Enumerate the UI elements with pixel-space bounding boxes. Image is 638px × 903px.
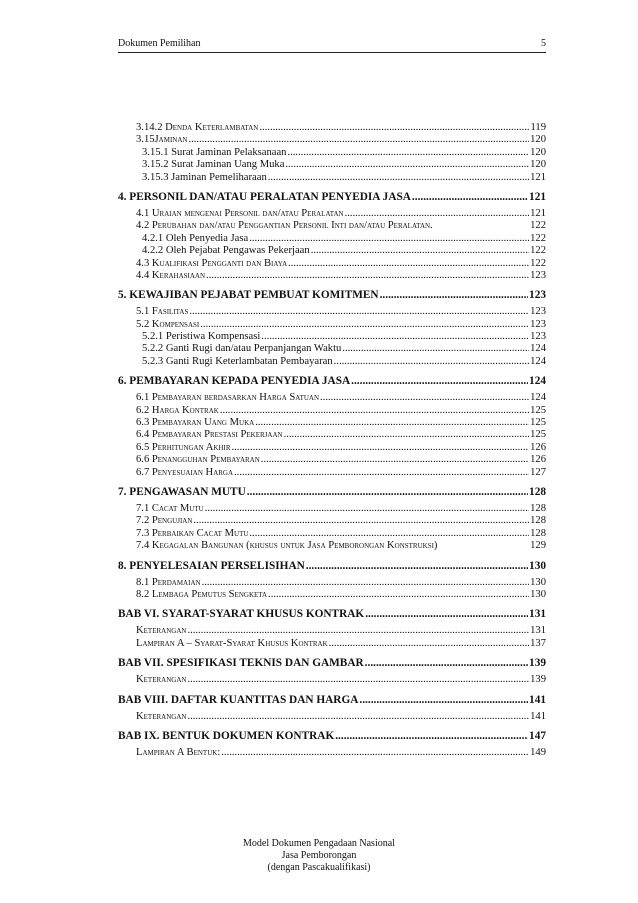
toc-dot-leader <box>268 172 529 184</box>
toc-entry-label: BAB IX. BENTUK DOKUMEN KONTRAK <box>118 729 335 742</box>
toc-entry-label: 4.4 Kerahasiaan <box>136 269 206 281</box>
toc-entry-label: 6.5 Perhitungan Akhir <box>136 441 231 453</box>
toc-dot-leader <box>335 729 528 744</box>
toc-dot-leader <box>311 245 529 257</box>
toc-entry-page: 122 <box>530 257 546 269</box>
toc-entry[interactable] <box>118 747 546 759</box>
toc-entry-page: 122 <box>530 220 546 232</box>
toc-entry-label: 5.2 Kompensasi <box>136 318 200 330</box>
toc-entry-label: 3.15.3 Jaminan Pemeliharaan <box>142 171 267 183</box>
toc-entry-page: 139 <box>529 657 546 670</box>
toc-entry[interactable] <box>118 429 546 441</box>
toc-entry-label: 7.3 Perbaikan Cacat Mutu <box>136 527 249 539</box>
toc-dot-leader <box>365 607 528 622</box>
toc-entry-page: 137 <box>530 637 546 649</box>
toc-section-entry[interactable] <box>118 693 546 708</box>
toc-entry-page: 124 <box>530 343 546 355</box>
toc-dot-leader <box>189 306 529 318</box>
toc-dot-leader <box>285 159 529 171</box>
footer-line-1: Model Dokumen Pengadaan Nasional <box>243 838 395 849</box>
toc-entry-page: 147 <box>529 729 546 742</box>
toc-entry-label: Keterangan <box>136 625 187 637</box>
document-title: Dokumen Pemilihan <box>118 38 201 49</box>
toc-entry[interactable] <box>118 208 546 220</box>
toc-entry-label: 6.6 Penangguhan Pembayaran <box>136 454 260 466</box>
toc-entry-label: BAB VI. SYARAT-SYARAT KHUSUS KONTRAK <box>118 608 365 621</box>
toc-entry[interactable] <box>118 674 546 686</box>
toc-entry-page: 130 <box>529 559 546 572</box>
toc-entry[interactable] <box>118 417 546 429</box>
toc-entry[interactable] <box>118 405 546 417</box>
toc-dot-leader <box>288 258 529 270</box>
toc-entry-label: Keterangan <box>136 674 187 686</box>
toc-dot-leader <box>268 589 529 601</box>
toc-dot-leader <box>412 190 528 205</box>
toc-dot-leader <box>187 625 529 637</box>
toc-entry-page: 128 <box>529 485 546 498</box>
toc-entry-page: 141 <box>530 710 546 722</box>
toc-dot-leader <box>329 638 529 650</box>
toc-entry-page: 128 <box>530 515 546 527</box>
toc-entry-label: 8. PENYELESAIAN PERSELISIHAN <box>118 559 305 572</box>
toc-entry-page: 121 <box>530 171 546 183</box>
toc-entry-page: 119 <box>530 122 546 133</box>
toc-entry-page: 129 <box>530 540 546 552</box>
toc-entry-label: 4.2.1 Oleh Penyedia Jasa <box>142 232 249 244</box>
toc-dot-leader <box>202 577 530 589</box>
toc-entry-page: 127 <box>530 466 546 478</box>
toc-entry-label: 5.2.2 Ganti Rugi dan/atau Perpanjangan Waktu <box>142 343 342 355</box>
toc-entry[interactable] <box>118 258 546 270</box>
toc-entry-label: 6.2 Harga Kontrak <box>136 404 219 416</box>
toc-entry[interactable] <box>118 638 546 650</box>
toc-entry-label: 5.2.3 Ganti Rugi Keterlambatan Pembayaran <box>142 355 333 367</box>
page-header <box>118 37 546 53</box>
toc-section-entry[interactable] <box>118 374 546 389</box>
toc-dot-leader <box>247 485 528 500</box>
toc-entry[interactable] <box>118 356 546 368</box>
toc-entry-page: 121 <box>530 207 546 219</box>
toc-dot-leader <box>249 233 529 245</box>
table-of-contents <box>118 122 546 759</box>
toc-dot-leader <box>259 122 529 134</box>
toc-entry[interactable] <box>118 589 546 601</box>
toc-entry-label: 3.15Jaminan <box>136 134 188 146</box>
toc-dot-leader <box>306 559 528 574</box>
toc-entry-page: 120 <box>530 159 546 171</box>
toc-dot-leader <box>287 147 529 159</box>
toc-entry[interactable] <box>118 147 546 159</box>
toc-entry-page: 120 <box>530 134 546 146</box>
toc-entry-label: 6.7 Penyesuaian Harga <box>136 466 234 478</box>
page-footer <box>0 838 638 874</box>
toc-entry-page: 125 <box>530 404 546 416</box>
toc-section-entry[interactable] <box>118 729 546 744</box>
toc-entry-label: 6. PEMBAYARAN KEPADA PENYEDIA JASA <box>118 375 351 388</box>
toc-entry-page: 149 <box>530 746 546 758</box>
toc-entry-label: Keterangan <box>136 710 187 722</box>
toc-entry[interactable] <box>118 577 546 589</box>
toc-entry-page: 130 <box>530 576 546 588</box>
toc-entry-label: Lampiran A – Syarat-Syarat Khusus Kontrak <box>136 637 328 649</box>
toc-entry[interactable] <box>118 172 546 184</box>
toc-entry-label: 7.2 Pengujian <box>136 515 193 527</box>
toc-entry[interactable] <box>118 233 546 245</box>
toc-entry[interactable] <box>118 392 546 404</box>
toc-entry[interactable] <box>118 515 546 527</box>
toc-entry-page: 131 <box>529 608 546 621</box>
toc-dot-leader <box>187 674 529 686</box>
toc-entry-label: 5.2.1 Peristiwa Kompensasi <box>142 331 261 343</box>
toc-entry-label: 5. KEWAJIBAN PEJABAT PEMBUAT KOMITMEN <box>118 289 379 302</box>
toc-entry-page: 121 <box>529 190 546 203</box>
toc-dot-leader <box>320 392 529 404</box>
toc-section-entry[interactable] <box>118 559 546 574</box>
toc-entry-page: 125 <box>530 417 546 429</box>
toc-section-entry[interactable] <box>118 190 546 205</box>
toc-entry[interactable] <box>118 503 546 515</box>
toc-section-entry[interactable] <box>118 485 546 500</box>
toc-entry-page: 123 <box>530 306 546 318</box>
toc-entry-page: 128 <box>530 502 546 514</box>
toc-entry[interactable] <box>118 245 546 257</box>
toc-dot-leader <box>284 429 530 441</box>
toc-dot-leader <box>205 503 529 515</box>
toc-dot-leader <box>334 356 529 368</box>
toc-dot-leader <box>261 331 529 343</box>
toc-dot-leader <box>234 467 529 479</box>
toc-dot-leader <box>187 711 529 723</box>
toc-entry-page: 124 <box>529 375 546 388</box>
toc-dot-leader <box>380 288 528 303</box>
toc-entry-page: 130 <box>530 588 546 600</box>
toc-entry-label: 7. PENGAWASAN MUTU <box>118 485 246 498</box>
toc-entry-label: 4.1 Uraian mengenai Personil dan/atau Peralatan <box>136 207 344 219</box>
toc-entry-page: 120 <box>530 146 546 158</box>
page-number: 5 <box>541 38 546 49</box>
toc-entry-page: 126 <box>530 441 546 453</box>
toc-entry-page: 128 <box>530 527 546 539</box>
toc-dot-leader <box>359 693 528 708</box>
toc-entry-page: 141 <box>529 693 546 706</box>
toc-entry-page: 122 <box>530 245 546 257</box>
toc-dot-leader <box>342 343 529 355</box>
toc-entry-page: 139 <box>530 674 546 686</box>
toc-section-entry[interactable] <box>118 288 546 303</box>
toc-dot-leader <box>249 528 529 540</box>
toc-entry-page: 124 <box>530 355 546 367</box>
toc-entry-label: 3.15.2 Surat Jaminan Uang Muka <box>142 159 285 171</box>
toc-entry-page: 123 <box>530 331 546 343</box>
toc-dot-leader <box>232 442 530 454</box>
toc-entry-label: BAB VIII. DAFTAR KUANTITAS DAN HARGA <box>118 693 359 706</box>
toc-section-entry[interactable] <box>118 607 546 622</box>
toc-entry-label: 6.3 Pembayaran Uang Muka <box>136 417 255 429</box>
toc-entry-page: 124 <box>530 392 546 404</box>
toc-entry-label: 3.15.1 Surat Jaminan Pelaksanaan <box>142 146 287 158</box>
toc-dot-leader <box>206 270 529 282</box>
toc-dot-leader <box>261 454 529 466</box>
toc-entry-label: 4.2 Perubahan dan/atau Penggantian Personil Inti dan/atau Peralatan. <box>136 220 433 232</box>
toc-entry-label: 7.1 Cacat Mutu <box>136 502 204 514</box>
toc-dot-leader <box>193 515 529 527</box>
toc-dot-leader <box>351 374 528 389</box>
toc-entry[interactable] <box>118 528 546 540</box>
toc-entry[interactable] <box>118 331 546 343</box>
toc-entry-label: 6.4 Pembayaran Prestasi Pekerjaan <box>136 429 283 441</box>
toc-entry[interactable] <box>118 343 546 355</box>
toc-entry-label: 7.4 Kegagalan Bangunan (khusus untuk Jasa Pemborongan Konstruksi) <box>136 540 438 552</box>
footer-line-2: Jasa Pemborongan <box>281 850 357 861</box>
toc-entry-page: 123 <box>530 269 546 281</box>
toc-entry[interactable] <box>118 270 546 282</box>
toc-entry-label: 8.2 Lembaga Pemutus Sengketa <box>136 588 268 600</box>
toc-dot-leader <box>255 417 529 429</box>
toc-entry-label: 4. PERSONIL DAN/ATAU PERALATAN PENYEDIA JASA <box>118 190 411 203</box>
toc-entry[interactable] <box>118 625 546 637</box>
toc-entry-label: 4.3 Kualifikasi Pengganti dan Biaya <box>136 257 288 269</box>
toc-entry[interactable] <box>118 319 546 331</box>
toc-entry-page: 123 <box>530 318 546 330</box>
toc-section-entry[interactable] <box>118 656 546 671</box>
toc-entry-page: 123 <box>529 289 546 302</box>
toc-entry[interactable] <box>118 711 546 723</box>
toc-dot-leader <box>365 656 528 671</box>
toc-entry-label: 5.1 Fasilitas <box>136 306 189 318</box>
toc-dot-leader <box>200 319 529 331</box>
toc-dot-leader <box>188 134 529 146</box>
toc-entry[interactable] <box>118 454 546 466</box>
toc-entry-page: 122 <box>530 232 546 244</box>
toc-entry[interactable] <box>118 159 546 171</box>
toc-entry-label: Lampiran A Bentuk: <box>136 746 221 758</box>
footer-line-3: (dengan Pascakualifikasi) <box>267 862 371 873</box>
toc-entry-label: 4.2.2 Oleh Pejabat Pengawas Pekerjaan <box>142 245 310 257</box>
toc-entry-label: 8.1 Perdamaian <box>136 576 201 588</box>
toc-entry[interactable] <box>118 467 546 479</box>
toc-entry[interactable] <box>118 306 546 318</box>
toc-dot-leader <box>345 208 530 220</box>
toc-entry-label: 3.14.2 Denda Keterlambatan <box>136 122 259 133</box>
toc-entry[interactable] <box>118 122 546 134</box>
toc-dot-leader <box>220 405 529 417</box>
toc-entry[interactable] <box>118 134 546 146</box>
toc-entry-page: 126 <box>530 454 546 466</box>
toc-entry-label: BAB VII. SPESIFIKASI TEKNIS DAN GAMBAR <box>118 657 364 670</box>
toc-dot-leader <box>221 747 529 759</box>
toc-entry-page: 125 <box>530 429 546 441</box>
toc-entry[interactable] <box>118 442 546 454</box>
toc-entry-page: 131 <box>530 625 546 637</box>
toc-entry[interactable] <box>118 540 546 552</box>
toc-entry[interactable] <box>118 220 546 232</box>
toc-entry-label: 6.1 Pembayaran berdasarkan Harga Satuan <box>136 392 320 404</box>
